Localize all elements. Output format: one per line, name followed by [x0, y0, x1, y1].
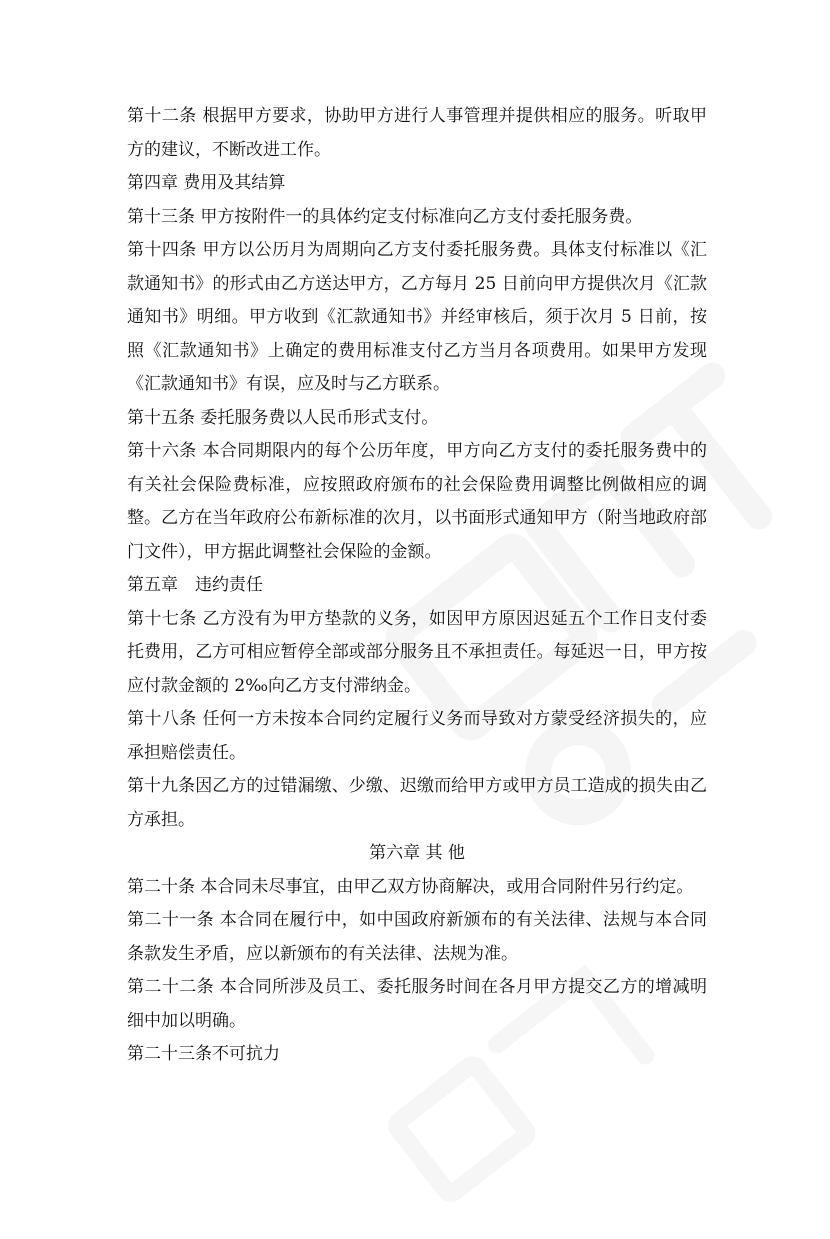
article-15: 第十五条 委托服务费以人民币形式支付。 — [127, 407, 439, 428]
article-13: 第十三条 甲方按附件一的具体约定支付标准向乙方支付委托服务费。 — [127, 206, 643, 227]
article-16: 第十六条 本合同期限内的每个公历年度，甲方向乙方支付的委托服务费中的有关社会保险费标准，应按照政府颁布的社会保险费用调整比例做相应的调整。乙方在当年政府公布新标准的次月，以书面形式通知甲方（附当地政府部门文件），甲方据此调整社会保险的金额。 — [127, 441, 707, 562]
article-17: 第十七条 乙方没有为甲方垫款的义务，如因甲方原因迟延五个工作日支付委托费用，乙方可相应暂停全部或部分服务且不承担责任。每延迟一日，甲方按应付款金额的 2‰向乙方支付滞纳金。 — [127, 608, 707, 696]
article-19: 第十九条因乙方的过错漏缴、少缴、迟缴而给甲方或甲方员工造成的损失由乙方承担。 — [127, 776, 707, 830]
article-23: 第二十三条不可抗力 — [127, 1044, 280, 1064]
chapter-5-heading: 第五章 违约责任 — [127, 575, 263, 595]
article-12: 第十二条 根据甲方要求，协助甲方进行人事管理并提供相应的服务。听取甲方的建议，不断改进工作。 — [127, 106, 707, 160]
chapter-6-heading: 第六章 其 他 — [369, 843, 465, 863]
document-body — [127, 100, 707, 1072]
article-18: 第十八条 任何一方未按本合同约定履行义务而导致对方蒙受经济损失的，应承担赔偿责任。 — [127, 709, 707, 763]
article-14: 第十四条 甲方以公历月为周期向乙方支付委托服务费。具体支付标准以《汇款通知书》的形式由乙方送达甲方，乙方每月 25 日前向甲方提供次月《汇款通知书》明细。甲方收到《汇款通知书》并经审核后，须于次月 5 日前，按照《汇款通知书》上确定的费用标准支付乙方当月各项费用。如果甲方发现《汇款通知书》有误，应及时与乙方联系。 — [127, 240, 707, 394]
article-20: 第二十条 本合同未尽事宜，由甲乙双方协商解决，或用合同附件另行约定。 — [127, 876, 694, 897]
article-21: 第二十一条 本合同在履行中，如中国政府新颁布的有关法律、法规与本合同条款发生矛盾，应以新颁布的有关法律、法规为准。 — [127, 910, 707, 964]
chapter-4-heading: 第四章 费用及其结算 — [127, 173, 286, 193]
article-22: 第二十二条 本合同所涉及员工、委托服务时间在各月甲方提交乙方的增减明细中加以明确。 — [127, 977, 707, 1031]
